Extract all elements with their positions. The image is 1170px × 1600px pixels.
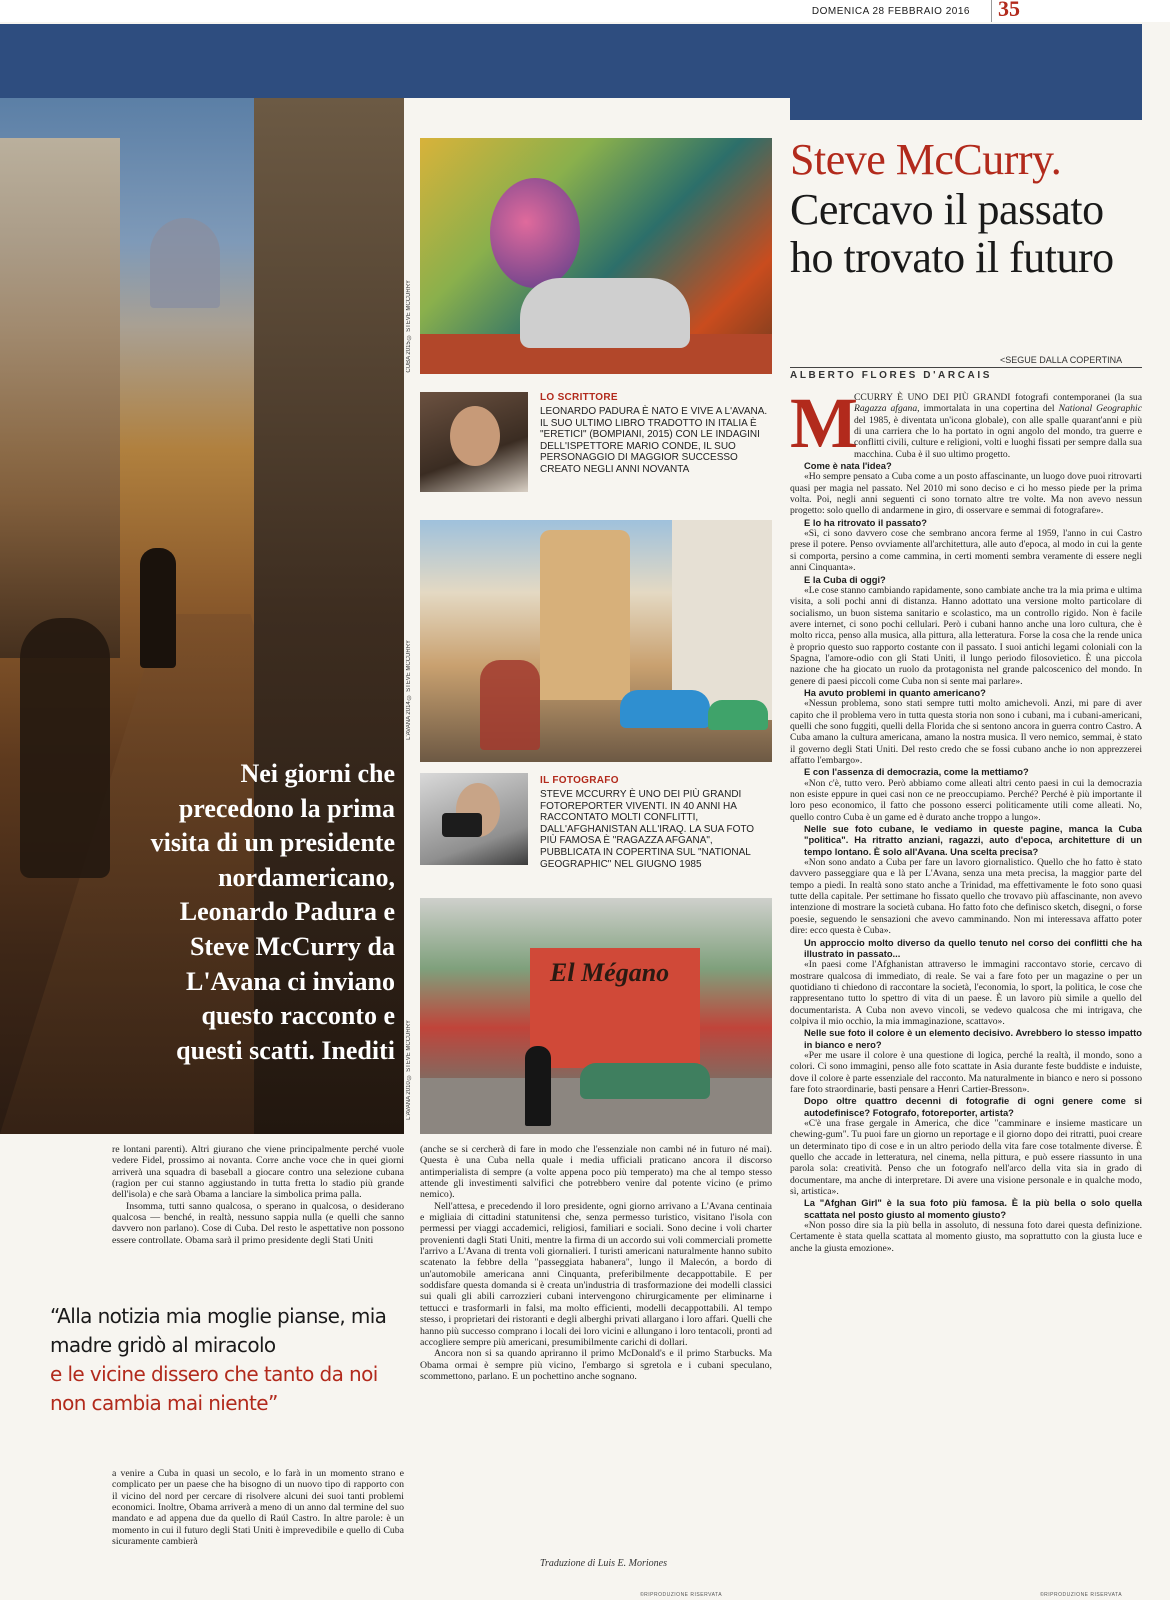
interview-question: Un approccio molto diverso da quello tenuto nel corso dei conflitti che ha illustrato in passato... [804,936,1142,959]
title-name: Steve McCurry. [790,135,1062,184]
interview-answer: «Non sono andato a Cuba per fare un lavoro giornalistico. Quello che ho fatto è stato davvero passeggiare qua e là per L'Avana, senza una meta precisa, la maggior parte del tempo a piedi. In realtà sono stato anche a Trinidad, ma effettivamente le foto sono quasi tutte della capitale. Per settimane ho fissato quello che trovavo più affascinante, non avevo intenzione di mostrare la società cubana. Ho fatto foto che definisco sketch, disegni, o forse poesie, seguendo le sensazioni che avevo camminando. Non mi interessava affatto poter dire: ecco questa è Cuba». [790,857,1142,937]
paragraph: (anche se si cercherà di fare in modo che l'essenziale non cambi né in futuro né mai). Questa è una Cuba nella quale i media ufficiali praticano ancora il discorso antimperialista di sempre (a volte appena poco più temperato) ma che al tempo stesso attende gli investimenti salvifici che potrebbero venire dal potente vicino (e primo nemico). [420,1144,772,1201]
interview-question: Ha avuto problemi in quanto americano? [804,686,986,698]
paragraph: Ancora non si sa quando apriranno il primo McDonald's e il primo Starbucks. Ma Obama ormai è sempre più vicino, l'embargo si sgretola e i cubani speculano, scommettono, parlano. E un pochettino anche sognano. [420,1348,772,1382]
pull-quote-black: “Alla notizia mia moglie pianse, mia madre gridò al miracolo [50,1304,387,1357]
caption-writer-body: LEONARDO PADURA È NATO E VIVE A L'AVANA. IL SUO ULTIMO LIBRO TRADOTTO IN ITALIA È "ERETICI" (BOMPIANI, 2015) CON LE INDAGINI DELL'ISPETTORE MARIO CONDE, IL SUO PERSONAGGIO DI MAGGIOR SUCCESSO CREATO NEGLI ANNI NOVANTA [540,406,768,475]
column-copyright: ©RIPRODUZIONE RISERVATA [640,1592,723,1598]
interview-answer: «C'è una frase gergale in America, che dice "camminare e insieme masticare un chewing-gum". Tu puoi fare un giorno un reportage e il giorno dopo dei ritratti, puoi creare un determinato tipo di cose e in un altro periodo della vita fare cose totalmente diverse. È quello che accade in letteratura, nel cinema, nella pittura, e può essere riassunto in una parola sola: creatività. Penso che un fotografo nell'arco della vita sia in grado di documentare, ma anche di interpretare. Di avere una visione personale e in qualche modo, sì, artistica». [790,1118,1142,1198]
translator-credit: Traduzione di Luis E. Moriones [540,1558,667,1569]
photo-credit-street2: L'AVANA 2014 © STEVE MCCURRY [406,640,412,740]
interview-question: La "Afghan Girl" è la sua foto più famosa. È la più bella o solo quella scattata nel posto giusto al momento giusto? [804,1197,1142,1220]
photo-credit-mural: CUBA 2015 © STEVE MCCURRY [406,280,412,373]
paragraph: a venire a Cuba in quasi un secolo, e lo farà in un momento strano e complicato per un paese che ha bisogno di un nuovo tipo di rapporto con il vicino del nord per cercare di risolvere alcuni dei suoi tanti problemi economici. Inoltre, Obama arriverà a meno di un anno dal termine del suo mandato e ad appena due da quello di Raúl Castro. In altre parole: è un momento in cui il futuro degli Stati Uniti è imprevedibile e quello di Cuba sicuramente cambierà [112,1468,404,1548]
drop-cap: M [790,383,858,463]
el-megano-sign: El Mégano [550,958,670,987]
caption-photographer-body: STEVE MCCURRY È UNO DEI PIÙ GRANDI FOTOREPORTER VIVENTI. IN 40 ANNI HA RACCONTATO MOLTI CONFLITTI, DALL'AFGHANISTAN ALL'IRAQ. LA SUA FOTO PIÙ FAMOSA È "RAGAZZA AFGANA", PUBBLICATA IN COPERTINA SUL "NATIONAL GEOGRAPHIC" NEL GIUGNO 1985 [540,789,755,870]
qa-list [790,460,1142,1254]
interview-answer: «Nessun problema, sono stati sempre tutti molto amichevoli. Anzi, mi pare di aver capito che il problema vero in tutta questa storia non sono i cubani, ma i cubani-americani, quelli che sono fuggiti, quelli della Florida che si sentono ancora in guerra contro Castro. A Cuba amano la cultura americana, amano la nostra musica. Il vero nemico, semmai, è stato il governo degli Stati Uniti. Del resto credo che se fossi cubano anche io non apprezzerei affatto l'embargo». [790,698,1142,766]
segue-label: <SEGUE DALLA COPERTINA [1000,355,1123,365]
interview-answer: «Sì, ci sono davvero cose che sembrano ancora ferme al 1959, l'anno in cui Castro prese il potere. Penso ovviamente all'architettura, alle auto d'epoca, al modo in cui la gente si comporta, persino a come cammina, in certi momenti sembra veramente di essere negli anni Cinquanta». [790,528,1142,574]
pull-quote [50,1302,400,1418]
el-megano-photo [420,898,772,1134]
pull-text: Nei giorni che precedono la prima visita di un presidente nordamericano, Leonardo Padura e Steve McCurry da L'Avana ci inviano questo racconto e questi scatti. Inediti [150,759,395,1065]
paragraph: Nell'attesa, e precedendo il loro presidente, ogni giorno arrivano a L'Avana centinaia e migliaia di cittadini statunitensi che, senza permesso turistico, visitano l'isola con permessi per viaggi accademici, religiosi, familiari e sociali. Sono decine i voli charter provenienti dagli Stati Uniti, mentre la firma di un accordo sui voli commerciali promette l'arrivo a L'Avana di trenta voli giornalieri. I turisti americani naturalmente hanno subito scatenato la febbre della "passeggiata habanera", lungo il Malecón, a bordo di un'automobile americana anni Cinquanta, preferibilmente decappottabile. E per soddisfare questa domanda si è creata un'industria di trasformazione dei modelli classici sui quali gli abili carrozzieri cubani intervengono chirurgicamente per eliminarne i tettucci e trasformarli in falsi, ma molto efficienti, modelli decappottabili. Al tempo stesso, i proprietari dei ristoranti e degli alberghi privati allargano i loro affari. Quelli che hanno più successo comprano i locali dei loro vicini e allungano i loro tentacoli, pronti ad accogliere sempre più americani, presumibilmente carichi di dollari. [420,1200,772,1348]
mccurry-portrait [420,773,528,865]
paragraph: Insomma, tutti sanno qualcosa, o sperano in qualcosa, o desiderano qualcosa — benché, in realtà, nessuno sappia nulla (e quelli che sanno davvero non parlano). Cose di Cuba. Del resto le aspettative non possono essere controllate. Obama sarà il primo presidente degli Stati Uniti [112,1200,404,1246]
padura-portrait [420,392,528,492]
interview-answer: «Ho sempre pensato a Cuba come a un posto affascinante, un luogo dove puoi ritrovarti quasi per magia nel passato. Nel 2010 mi sono deciso e ci ho messo piede per la prima volta. Poi, negli anni seguenti ci sono tornato altre tre volte. Ma non avevo nessun progetto: solo quello di andarmene in giro, di osservare e semmai di fotografare». [790,471,1142,517]
article-column-1-top [112,1144,404,1246]
interview-question: Nelle sue foto cubane, le vediamo in queste pagine, manca la Cuba "politica". Ha ritratto anziani, ragazzi, auto d'epoca, architetture di un tempo lontano. È solo all'Avana. Una scelta precisa? [804,823,1142,857]
interview-lead: CCURRY È UNO DEI PIÙ GRANDI fotografi contemporanei (la sua Ragazza afgana, immortalata in una copertina del National Geographic del 1985, è diventata un'icona globale), con alle spalle quarant'anni e più di una carriera che lo ha portato in ogni angolo del mondo, tra guerre e conflitti civili, culture e religioni, volti e luoghi fissati per sempre dalla sua macchina. Cuba è il suo ultimo progetto. [854,392,1142,460]
caption-writer-head: LO SCRITTORE [540,392,618,403]
mural-photo [420,138,772,374]
interview-question: Come è nata l'idea? [804,460,892,472]
photo-credit-street3: L'AVANA 2010 © STEVE MCCURRY [406,1020,412,1120]
interview-question: E lo ha ritrovato il passato? [804,516,927,528]
interview-answer: «In paesi come l'Afghanistan attraverso le immagini raccontavo storie, cercavo di mostrare qualcosa di immediato, di reale. Se vai a fare foto per un magazine o per un quotidiano ti chiedono di raccontare la società, l'economia, lo sport, la politica, le cose che rappresentano tutto lo spettro di vita di un paese. È un lavoro più simile a quello del documentarista. A Cuba non avevo vincoli, se vedevo qualcosa che mi intrigava, che colpiva il mio occhio, la mia immaginazione, scattavo». [790,959,1142,1027]
paragraph: re lontani parenti). Altri giurano che viene principalmente perché vuole vedere Fidel, prossimo ai novanta. Corre anche voce che in quei giorni arriverà una squadra di baseball a giocare contro una selezione cubana (ragion per cui stanno aggiustando in tutta fretta lo stadio più grande dell'isola) e che sarà Obama a lanciare la simbolica prima palla. [112,1144,404,1201]
havana-cars-photo [420,520,772,762]
title-line-2: ho trovato il futuro [790,233,1114,282]
interview-question: Nelle sue foto il colore è un elemento decisivo. Avrebbero lo stesso impatto in bianco e nero? [804,1027,1142,1050]
interview-question: Dopo oltre quattro decenni di fotografie di ogni genere come si autodefinisce? Fotografo, fotoreporter, artista? [804,1095,1142,1118]
interview-answer: «Non posso dire sia la più bella in assoluto, di nessuna foto darei questa definizione. Certamente è stata quella scattata al momento giusto, ma soprattutto con la giusta luce e anche la giusta emozione». [790,1220,1142,1254]
pull-quote-red: e le vicine dissero che tanto da noi non cambia mai niente” [50,1362,378,1415]
interview-answer: «Le cose stanno cambiando rapidamente, sono cambiate anche tra la mia prima e ultima visita, a soli pochi anni di distanza. Hanno adottato una versione molto particolare di socialismo, un buon sistema sanitario e scolastico, ma un controllo rigido. Non è facile avere internet, ci sono pochi cellulari. Però i cubani hanno anche una loro cultura, che è molto ricca, penso alla musica, alla pittura, alla letteratura. Forse la cosa che la rende unica è proprio questo suo rapporto costante con il passato. I suoi antichi legami coloniali con la Spagna, l'amore-odio con gli Stati Uniti, il lungo periodo filosovietico. È una piccola nazione che ha giocato un ruolo da protagonista nel grande palcoscenico del mondo. In genere di paesi piccoli come Cuba non si sente mai parlare». [790,584,1142,687]
byline: ALBERTO FLORES D'ARCAIS [790,370,992,381]
caption-photographer-head: IL FOTOGRAFO [540,775,619,786]
header-band [0,24,1142,98]
interview-copyright: ©RIPRODUZIONE RISERVATA [1040,1592,1123,1598]
title-band [790,98,1142,120]
title-subtitle [790,186,1150,282]
byline-rule [790,367,1142,368]
publication-date: DOMENICA 28 FEBBRAIO 2016 [811,6,970,17]
title-line-1: Cercavo il passato [790,185,1104,234]
interview-answer: «Per me usare il colore è una questione di logica, perché la realtà, il mondo, sono a colori. Ci sono immagini, penso alle foto scattate in Asia durante feste buddiste e induiste, dove il colore è parte essenziale del racconto. Ma naturalmente in bianco e nero si possono fare foto straordinarie, basti pensare a Henri Cartier-Bresson». [790,1049,1142,1095]
article-column-1-bottom [112,1468,404,1547]
page-number: 35 [991,0,1020,22]
interview-question: E con l'assenza di democrazia, come la mettiamo? [804,766,1029,778]
interview-question: E la Cuba di oggi? [804,573,886,585]
article-column-2 [420,1144,772,1382]
interview-column [790,383,1142,1254]
interview-answer: «Non c'è, tutto vero. Però abbiamo come alleati altri cento paesi in cui la democrazia non esiste eppure in quei casi non ce ne preoccupiamo. Perché? Perché è più importante il loro peso economico, il fatto che possono esserci politicamente utili come alleati. No, quello contro Cuba è un game ed è durato anche troppo a lungo». [790,777,1142,823]
